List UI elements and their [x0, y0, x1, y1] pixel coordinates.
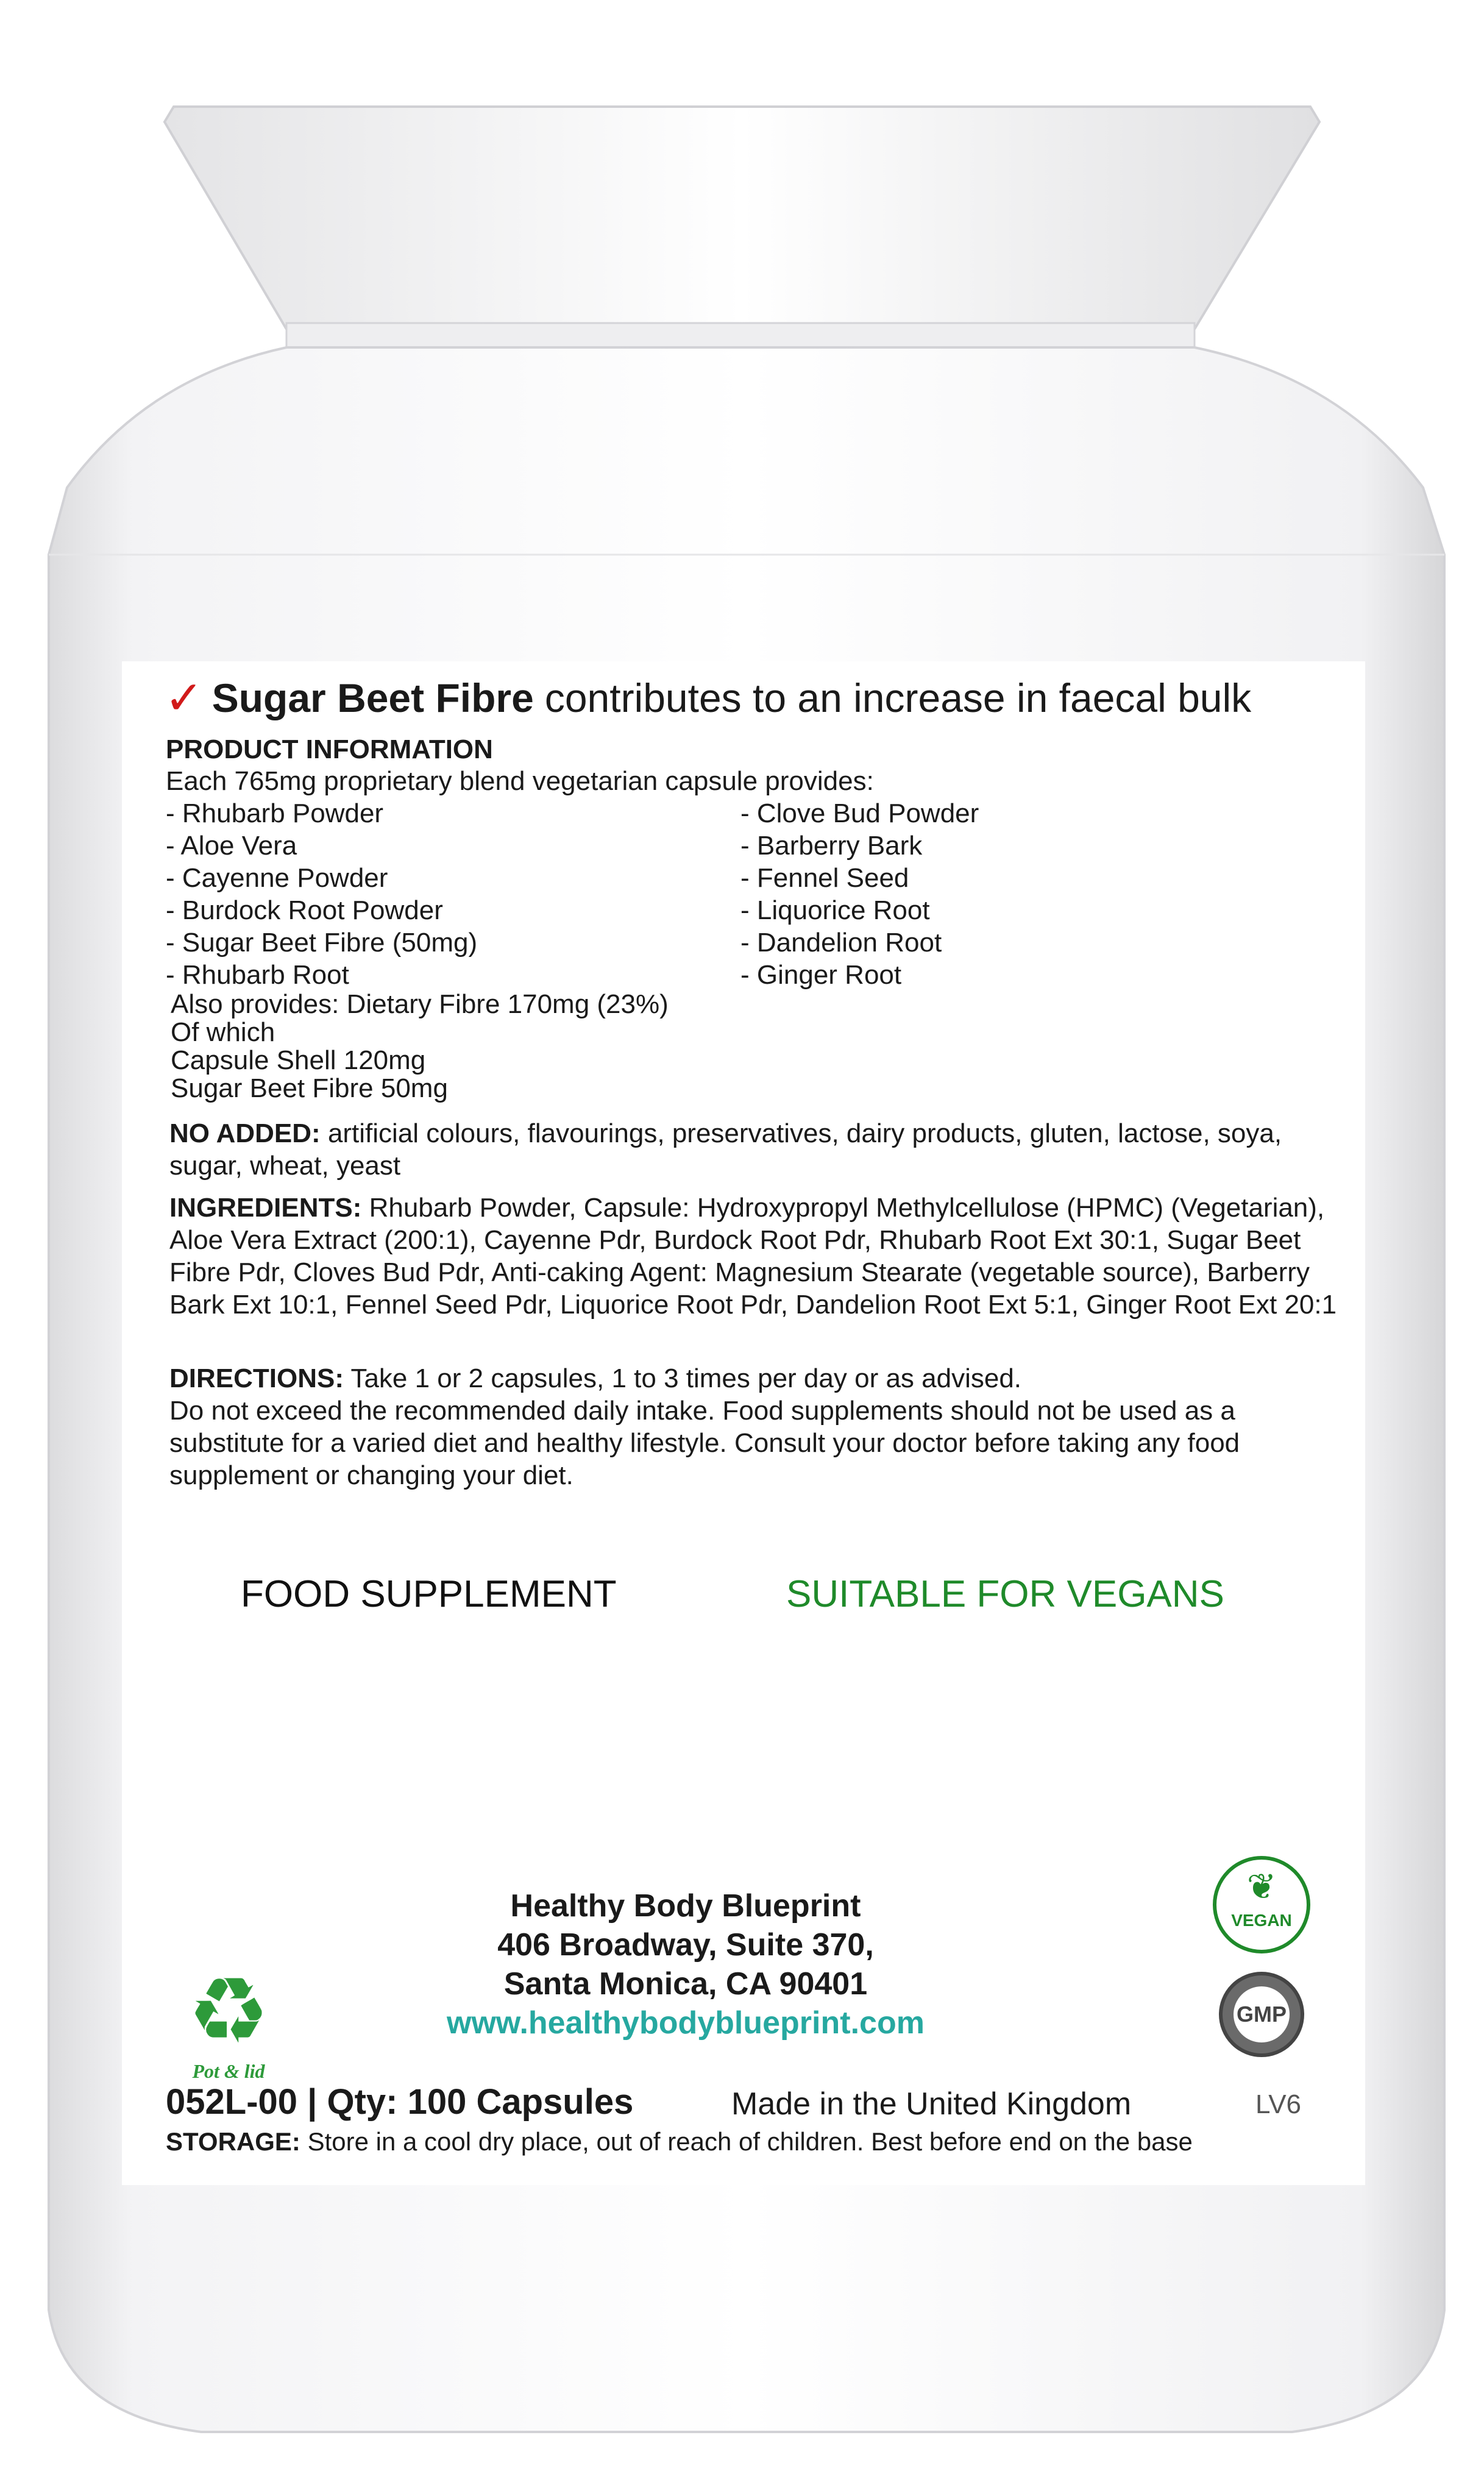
list-item: - Ginger Root [740, 960, 902, 990]
fibre-line: Also provides: Dietary Fibre 170mg (23%) [171, 989, 669, 1019]
ingredient-list-right [740, 797, 979, 991]
made-in: Made in the United Kingdom [731, 2086, 1132, 2122]
label-version: LV6 [1255, 2089, 1302, 2119]
fibre-line: Of which [171, 1017, 275, 1047]
bottle-cap [165, 107, 1319, 329]
storage-label: STORAGE: [166, 2127, 300, 2156]
directions-warning: Do not exceed the recommended daily intake. Food supplements should not be used as a substitute for a varied diet and healthy lifestyle. Consult your doctor before taking any food supplement or changing your diet. [169, 1396, 1240, 1490]
recycle-icon: ♻ [187, 1958, 270, 2064]
fibre-line: Sugar Beet Fibre 50mg [171, 1073, 448, 1103]
checkmark-icon: ✓ [165, 670, 204, 725]
list-item: - Barberry Bark [740, 831, 923, 861]
recycle-caption: Pot & lid [192, 2060, 265, 2082]
company-street: 406 Broadway, Suite 370, [497, 1927, 874, 1963]
list-item: - Dandelion Root [740, 928, 942, 958]
vegan-badge-text: VEGAN [1231, 1911, 1292, 1930]
list-item: - Cayenne Powder [166, 863, 388, 893]
no-added-text: artificial colours, flavourings, preservatives, dairy products, gluten, lactose, soya, sugar, wheat, yeast [169, 1118, 1282, 1181]
fibre-line: Capsule Shell 120mg [171, 1045, 426, 1075]
storage-info [166, 2127, 1193, 2156]
product-code-qty: 052L-00 | Qty: 100 Capsules [166, 2082, 634, 2122]
gmp-badge-text: GMP [1234, 1986, 1290, 2042]
product-label [122, 661, 1365, 2185]
list-item: - Rhubarb Root [166, 960, 349, 990]
ingredients-label: INGREDIENTS: [169, 1193, 362, 1223]
no-added-section [169, 1117, 1352, 1182]
product-info-title: PRODUCT INFORMATION [166, 734, 493, 764]
product-info-intro: Each 765mg proprietary blend vegetarian capsule provides: [166, 766, 874, 796]
directions-label: DIRECTIONS: [169, 1363, 344, 1393]
list-item: - Aloe Vera [166, 831, 297, 861]
ingredients-text: Rhubarb Powder, Capsule: Hydroxypropyl Methylcellulose (HPMC) (Vegetarian), Aloe Vera Extract (200:1), Cayenne Pdr, Burdock Root Pdr, Rhubarb Root Ext 30:1, Sugar Beet Fibre Pdr, Cloves Bud Pdr, Anti-caking Agent: Magnesium Stearate (vegetable source), Barberry Bark Ext 10:1, Fennel Seed Pdr, Liquorice Root Pdr, Dandelion Root Ext 5:1, Ginger Root Ext 20:1 [169, 1193, 1337, 1320]
list-item: - Fennel Seed [740, 863, 909, 893]
company-city: Santa Monica, CA 90401 [503, 1966, 868, 2002]
leaf-icon: ❦ [1246, 1866, 1277, 1907]
list-item: - Liquorice Root [740, 895, 930, 925]
list-item: - Clove Bud Powder [740, 798, 979, 828]
company-url: www.healthybodyblueprint.com [447, 2005, 925, 2041]
list-item: - Burdock Root Powder [166, 895, 443, 925]
storage-text: Store in a cool dry place, out of reach of children. Best before end on the base [307, 2127, 1193, 2156]
claim-ingredient: Sugar Beet Fibre [211, 675, 534, 720]
claim-text: contributes to an increase in faecal bulk [544, 675, 1252, 720]
vegan-badge [1213, 1856, 1310, 1953]
gmp-badge [1219, 1972, 1304, 2057]
health-claim [165, 670, 1251, 725]
company-address [122, 1886, 1249, 2042]
company-name: Healthy Body Blueprint [510, 1888, 861, 1924]
list-item: - Rhubarb Powder [166, 798, 384, 828]
vegan-tag: SUITABLE FOR VEGANS [786, 1573, 1224, 1615]
fibre-breakdown [171, 990, 669, 1103]
directions-text: Take 1 or 2 capsules, 1 to 3 times per day or as advised. [350, 1363, 1022, 1393]
directions-section [169, 1362, 1352, 1491]
ingredients-section [169, 1192, 1352, 1321]
recycle-logo [168, 1958, 289, 2083]
food-supplement-tag: FOOD SUPPLEMENT [241, 1573, 617, 1615]
no-added-label: NO ADDED: [169, 1118, 321, 1148]
list-item: - Sugar Beet Fibre (50mg) [166, 928, 478, 958]
ingredient-list-left [166, 797, 477, 991]
